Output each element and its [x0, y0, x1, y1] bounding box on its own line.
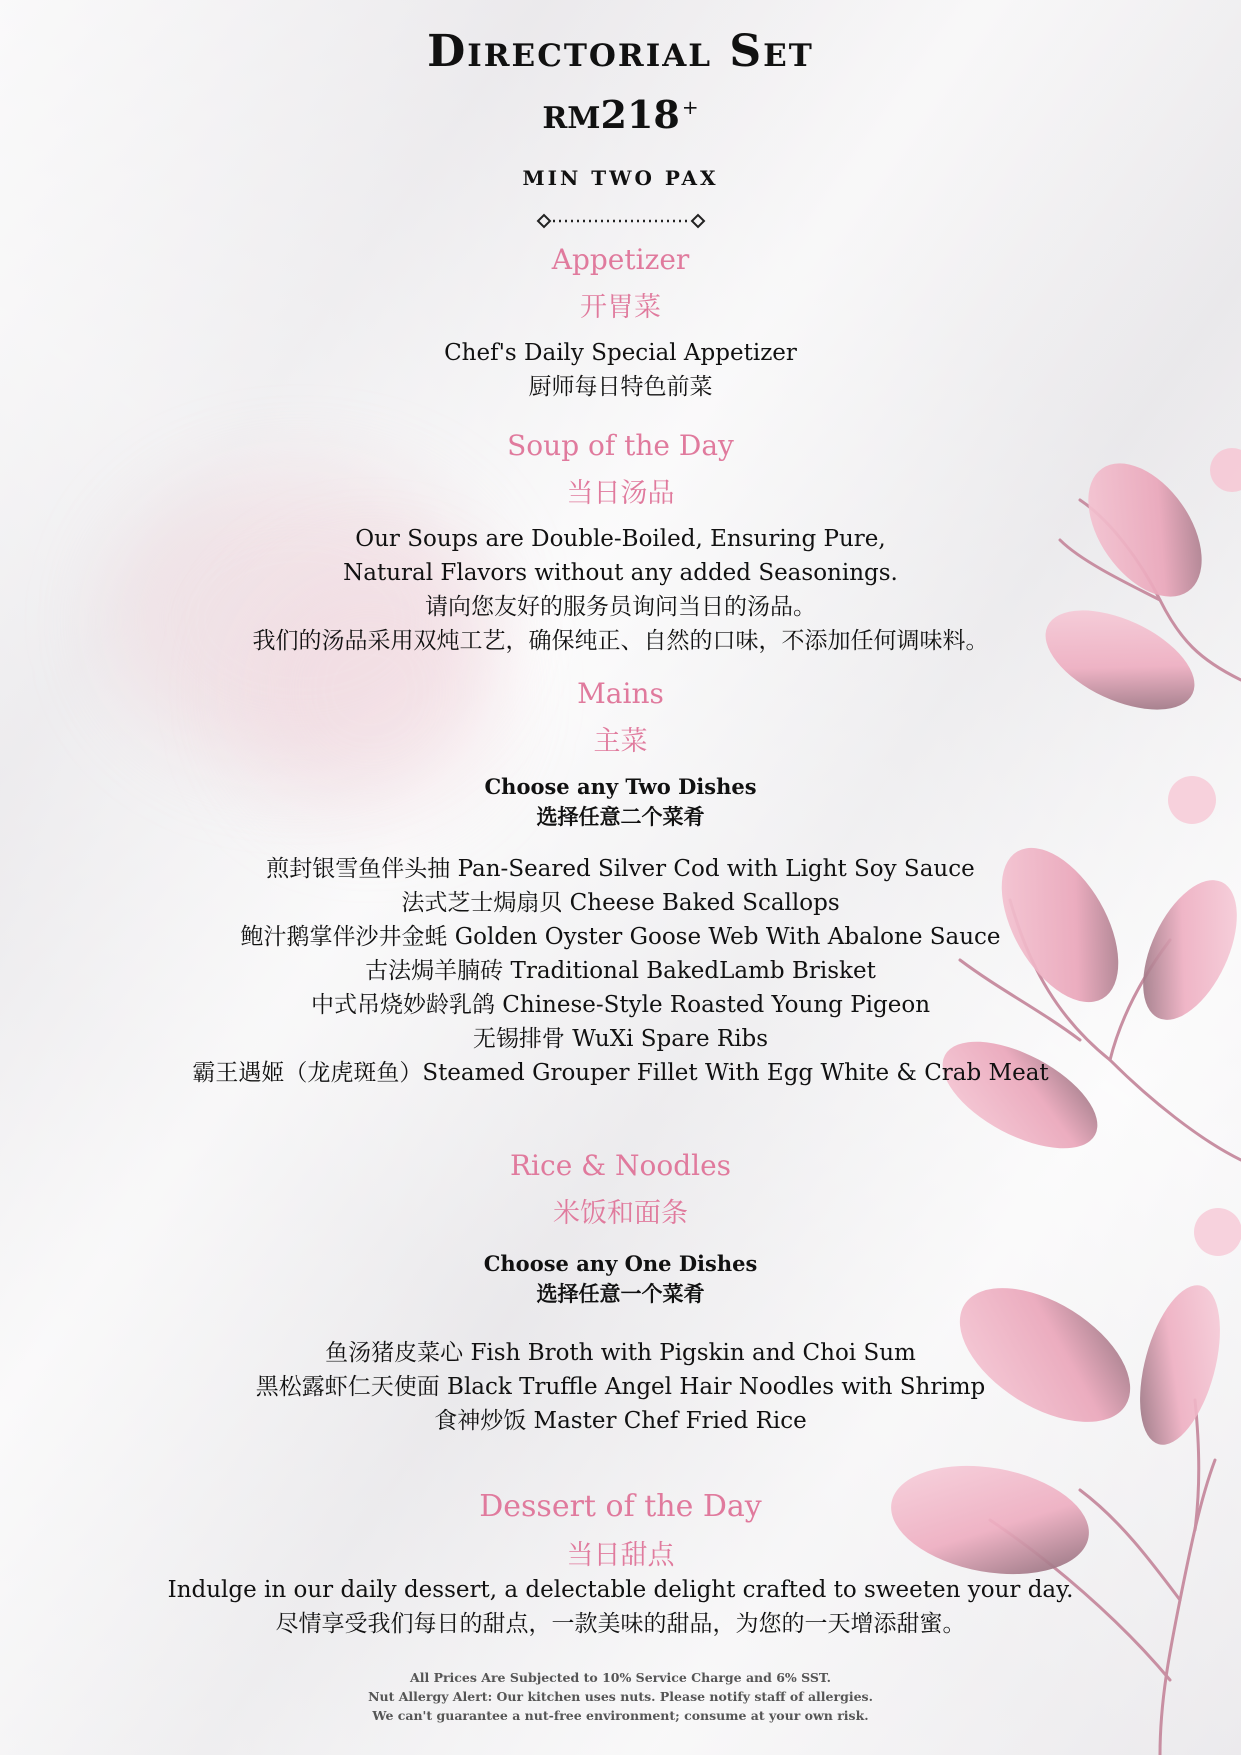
- rice-heading: Rice & Noodles: [509, 1149, 732, 1182]
- mains-choose-note: [0, 771, 1241, 833]
- rice-item: 鱼汤猪皮菜心 Fish Broth with Pigskin and Choi Sum: [325, 1340, 916, 1366]
- soup-description: [0, 522, 1241, 658]
- mains-heading: Mains: [577, 677, 664, 710]
- dessert-description: [0, 1573, 1241, 1641]
- rice-choose-en: Choose any One Dishes: [483, 1251, 758, 1276]
- set-price: [0, 92, 1241, 137]
- dessert-line: 尽情享受我们每日的甜点，一款美味的甜品，为您的一天增添甜蜜。: [275, 1611, 966, 1637]
- mains-item: 法式芝士焗扇贝 Cheese Baked Scallops: [401, 890, 840, 916]
- mains-item: 古法焗羊腩砖 Traditional BakedLamb Brisket: [365, 958, 876, 984]
- rice-item: 食神炒饭 Master Chef Fried Rice: [434, 1408, 807, 1434]
- soup-line: 我们的汤品采用双炖工艺，确保纯正、自然的口味，不添加任何调味料。: [252, 628, 989, 654]
- soup-line: 请向您友好的服务员询问当日的汤品。: [425, 594, 816, 620]
- price-amount: 218: [600, 92, 680, 137]
- soup-heading-cn: 当日汤品: [566, 478, 675, 509]
- footer-line: All Prices Are Subjected to 10% Service Charge and 6% SST.: [410, 1670, 831, 1685]
- soup-heading: Soup of the Day: [507, 429, 734, 462]
- mains-item: 中式吊烧妙龄乳鸽 Chinese-Style Roasted Young Pigeon: [310, 992, 931, 1018]
- mains-item: 煎封银雪鱼伴头抽 Pan-Seared Silver Cod with Light Soy Sauce: [266, 856, 975, 882]
- rice-heading-cn: 米饭和面条: [553, 1198, 688, 1229]
- appetizer-heading-cn: 开胃菜: [580, 292, 661, 323]
- soup-line: Our Soups are Double-Boiled, Ensuring Pure,: [355, 526, 886, 552]
- appetizer-line: 厨师每日特色前菜: [528, 374, 713, 400]
- mains-item: 霸王遇姬（龙虎斑鱼）Steamed Grouper Fillet With Egg White & Crab Meat: [192, 1060, 1049, 1086]
- dessert-line: Indulge in our daily dessert, a delectable delight crafted to sweeten your day.: [167, 1577, 1074, 1603]
- dessert-heading-cn: 当日甜点: [566, 1540, 675, 1571]
- menu-title: Directorial Set: [427, 26, 814, 77]
- mains-choose-en: Choose any Two Dishes: [484, 774, 757, 799]
- mains-item: 无锡排骨 WuXi Spare Ribs: [472, 1026, 769, 1052]
- rice-item: 黑松露虾仁天使面 Black Truffle Angel Hair Noodles with Shrimp: [255, 1374, 986, 1400]
- dotted-divider-icon: [536, 212, 706, 230]
- header-divider: [0, 212, 1241, 234]
- mains-heading-cn: 主菜: [593, 726, 648, 757]
- rice-choose-cn: 选择任意一个菜肴: [536, 1282, 705, 1306]
- appetizer-line: Chef's Daily Special Appetizer: [444, 340, 797, 366]
- rice-choose-note: [0, 1248, 1241, 1310]
- footer-line: Nut Allergy Alert: Our kitchen uses nuts. Please notify staff of allergies.: [368, 1689, 873, 1704]
- soup-line: Natural Flavors without any added Seasonings.: [343, 560, 898, 586]
- rice-list: [0, 1336, 1241, 1438]
- price-currency: RM: [542, 101, 601, 136]
- mains-item: 鲍汁鹅掌伴沙井金蚝 Golden Oyster Goose Web With Abalone Sauce: [240, 924, 1001, 950]
- footer-line: We can't guarantee a nut-free environment; consume at your own risk.: [372, 1708, 869, 1723]
- price-suffix: +: [681, 95, 699, 119]
- appetizer-heading: Appetizer: [551, 243, 690, 276]
- dessert-heading: Dessert of the Day: [479, 1489, 762, 1524]
- mains-choose-cn: 选择任意二个菜肴: [536, 805, 705, 829]
- footer-notes: [0, 1668, 1241, 1725]
- min-pax-note: MIN TWO PAX: [522, 166, 719, 190]
- mains-list: [0, 852, 1241, 1090]
- appetizer-description: [0, 336, 1241, 404]
